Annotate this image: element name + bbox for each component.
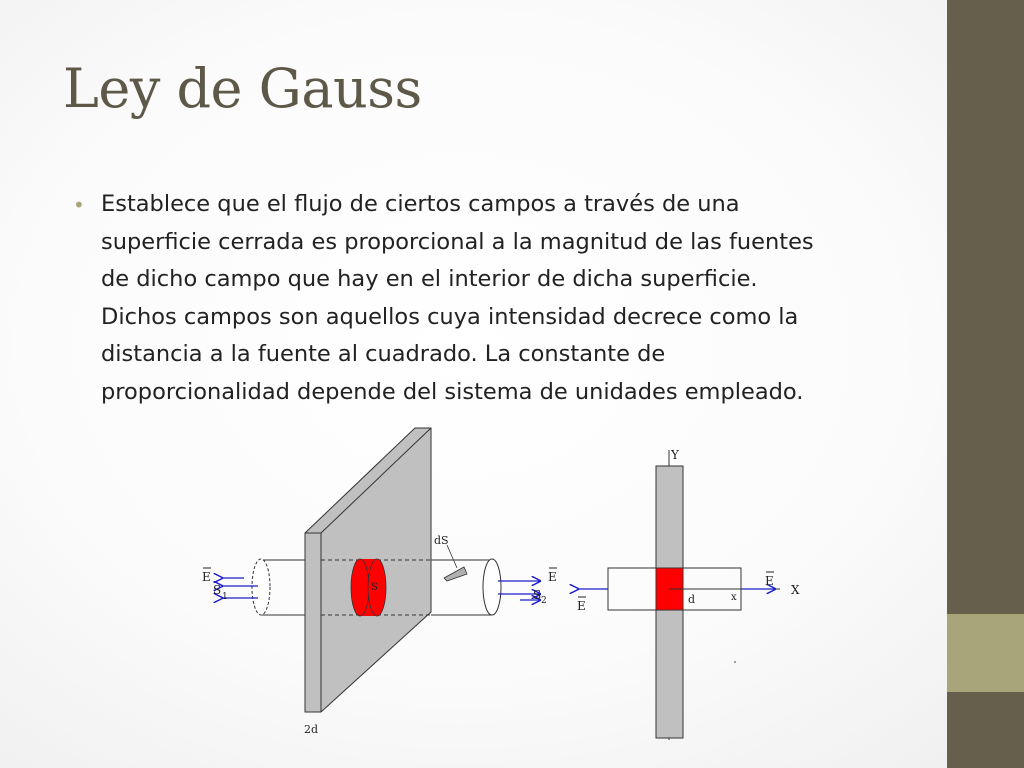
label-s1-sub: 1 (222, 592, 228, 602)
sidebar-light-accent (947, 614, 1024, 692)
body-line: superficie cerrada es proporcional a la magnitud de las fuentes (101, 228, 814, 255)
charged-region (351, 559, 386, 616)
gauss-diagram (190, 420, 840, 768)
slide-title: Ley de Gauss (63, 57, 422, 120)
label-s2-sub: 2 (541, 596, 547, 606)
plate-3d-figure (202, 428, 557, 736)
bullet-icon: • (73, 193, 85, 217)
label-y: Y (671, 448, 679, 462)
label-ds: dS (434, 534, 449, 547)
body-line: Establece que el flujo de ciertos campos a través de una (101, 191, 740, 217)
label-s2: S (533, 588, 542, 602)
label-x-pos: x (731, 592, 737, 603)
label-e-left-3d: E (202, 570, 211, 584)
label-e-right-3d: E (548, 570, 557, 584)
ds-patch (444, 567, 467, 581)
gaussian-cylinder (252, 559, 305, 615)
label-e-right-2d: E (765, 574, 774, 588)
label-s: S (371, 582, 378, 593)
slide-body-text (101, 186, 921, 412)
body-line: Dichos campos son aquellos cuya intensidad decrece como la (101, 303, 799, 330)
label-2d: 2d (304, 723, 319, 736)
label-x-axis: X (791, 583, 800, 597)
cross-section-figure (577, 448, 800, 740)
label-e-left-2d: E (577, 599, 586, 613)
label-s1: S (213, 583, 222, 597)
body-line: de dicho campo que hay en el interior de dicha superficie. (101, 266, 758, 293)
label-d: d (688, 593, 696, 606)
body-line: proporcionalidad depende del sistema de unidades empleado. (101, 378, 804, 405)
body-line: distancia a la fuente al cuadrado. La constante de (101, 341, 666, 368)
